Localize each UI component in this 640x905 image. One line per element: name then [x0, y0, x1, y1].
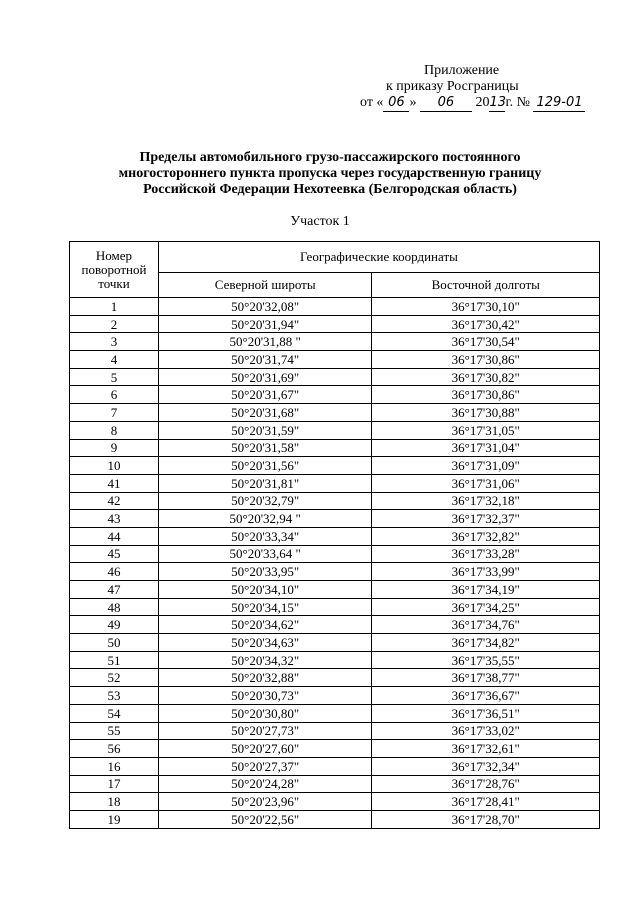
longitude-cell: 36°17'36,51"	[372, 704, 600, 722]
point-number-cell: 3	[70, 333, 159, 351]
table-row	[70, 333, 600, 351]
section-heading: Участок 1	[290, 214, 350, 229]
table-row	[70, 757, 600, 775]
point-number-cell: 55	[70, 722, 159, 740]
table-row	[70, 704, 600, 722]
year-suffix: 13	[489, 95, 506, 110]
table-row	[70, 457, 600, 475]
date-month: 06	[420, 95, 472, 112]
longitude-cell: 36°17'33,28"	[372, 545, 600, 563]
longitude-cell: 36°17'32,61"	[372, 740, 600, 758]
point-number-cell: 52	[70, 669, 159, 687]
longitude-cell: 36°17'34,76"	[372, 616, 600, 634]
longitude-cell: 36°17'31,06"	[372, 474, 600, 492]
point-number-cell: 18	[70, 793, 159, 811]
latitude-cell: 50°20'34,10"	[158, 581, 372, 599]
longitude-cell: 36°17'34,19"	[372, 581, 600, 599]
longitude-cell: 36°17'31,04"	[372, 439, 600, 457]
table-row	[70, 687, 600, 705]
table-row	[70, 581, 600, 599]
longitude-cell: 36°17'30,88"	[372, 404, 600, 422]
year-prefix: 20	[475, 95, 490, 110]
table-row	[70, 439, 600, 457]
longitude-cell: 36°17'28,76"	[372, 775, 600, 793]
latitude-cell: 50°20'34,63"	[158, 634, 372, 652]
point-number-cell: 51	[70, 651, 159, 669]
latitude-cell: 50°20'31,68"	[158, 404, 372, 422]
latitude-cell: 50°20'31,81"	[158, 474, 372, 492]
date-prefix: от «	[360, 95, 384, 110]
latitude-cell: 50°20'31,74"	[158, 351, 372, 369]
table-body	[70, 298, 600, 829]
point-number-cell: 43	[70, 510, 159, 528]
latitude-cell: 50°20'27,37"	[158, 757, 372, 775]
longitude-cell: 36°17'31,09"	[372, 457, 600, 475]
longitude-cell: 36°17'32,18"	[372, 492, 600, 510]
point-number-cell: 8	[70, 421, 159, 439]
point-number-cell: 5	[70, 368, 159, 386]
table-row	[70, 651, 600, 669]
point-number-cell: 47	[70, 581, 159, 599]
latitude-cell: 50°20'30,73"	[158, 687, 372, 705]
table-row	[70, 510, 600, 528]
longitude-cell: 36°17'28,41"	[372, 793, 600, 811]
latitude-cell: 50°20'23,96"	[158, 793, 372, 811]
longitude-cell: 36°17'38,77"	[372, 669, 600, 687]
longitude-cell: 36°17'30,86"	[372, 351, 600, 369]
point-number-cell: 7	[70, 404, 159, 422]
table-row	[70, 421, 600, 439]
latitude-cell: 50°20'27,73"	[158, 722, 372, 740]
table-row	[70, 298, 600, 316]
longitude-cell: 36°17'33,99"	[372, 563, 600, 581]
latitude-cell: 50°20'22,56"	[158, 810, 372, 828]
point-number-cell: 45	[70, 545, 159, 563]
date-day: 06	[383, 95, 409, 112]
year-tail: г. №	[505, 95, 530, 110]
latitude-cell: 50°20'33,95"	[158, 563, 372, 581]
appendix-label: Приложение	[424, 63, 500, 78]
table-row	[70, 793, 600, 811]
longitude-cell: 36°17'32,37"	[372, 510, 600, 528]
latitude-cell: 50°20'34,62"	[158, 616, 372, 634]
appendix-header	[360, 63, 600, 112]
document-title	[60, 150, 600, 198]
longitude-cell: 36°17'30,86"	[372, 386, 600, 404]
longitude-cell: 36°17'34,82"	[372, 634, 600, 652]
title-line-1: Пределы автомобильного грузо-пассажирского постоянного	[139, 150, 521, 165]
date-separator: »	[409, 95, 417, 110]
point-number-cell: 6	[70, 386, 159, 404]
table-row	[70, 492, 600, 510]
latitude-cell: 50°20'34,32"	[158, 651, 372, 669]
latitude-cell: 50°20'32,88"	[158, 669, 372, 687]
latitude-cell: 50°20'31,94"	[158, 315, 372, 333]
table-row	[70, 368, 600, 386]
table-row	[70, 527, 600, 545]
point-number-cell: 19	[70, 810, 159, 828]
table-row	[70, 722, 600, 740]
point-number-cell: 56	[70, 740, 159, 758]
table-row	[70, 616, 600, 634]
latitude-cell: 50°20'32,08"	[158, 298, 372, 316]
coordinates-table	[69, 241, 600, 829]
latitude-cell: 50°20'32,79"	[158, 492, 372, 510]
title-line-3: Российской Федерации Нехотеевка (Белгородская область)	[143, 182, 517, 197]
table-row	[70, 740, 600, 758]
longitude-cell: 36°17'30,10"	[372, 298, 600, 316]
header-latitude: Северной широты	[158, 273, 372, 298]
longitude-cell: 36°17'34,25"	[372, 598, 600, 616]
table-row	[70, 545, 600, 563]
latitude-cell: 50°20'31,59"	[158, 421, 372, 439]
latitude-cell: 50°20'33,34"	[158, 527, 372, 545]
header-coordinates: Географические координаты	[158, 242, 599, 273]
point-number-cell: 46	[70, 563, 159, 581]
longitude-cell: 36°17'30,82"	[372, 368, 600, 386]
longitude-cell: 36°17'33,02"	[372, 722, 600, 740]
latitude-cell: 50°20'31,58"	[158, 439, 372, 457]
point-number-cell: 49	[70, 616, 159, 634]
latitude-cell: 50°20'31,56"	[158, 457, 372, 475]
point-number-cell: 1	[70, 298, 159, 316]
longitude-cell: 36°17'28,70"	[372, 810, 600, 828]
point-number-cell: 53	[70, 687, 159, 705]
latitude-cell: 50°20'31,69"	[158, 368, 372, 386]
point-number-cell: 42	[70, 492, 159, 510]
longitude-cell: 36°17'32,34"	[372, 757, 600, 775]
point-number-cell: 41	[70, 474, 159, 492]
order-reference: к приказу Росграницы	[386, 79, 519, 94]
point-number-cell: 48	[70, 598, 159, 616]
point-number-cell: 50	[70, 634, 159, 652]
table-row	[70, 775, 600, 793]
latitude-cell: 50°20'33,64 "	[158, 545, 372, 563]
longitude-cell: 36°17'32,82"	[372, 527, 600, 545]
point-number-cell: 44	[70, 527, 159, 545]
latitude-cell: 50°20'27,60"	[158, 740, 372, 758]
table-row	[70, 404, 600, 422]
point-number-cell: 2	[70, 315, 159, 333]
latitude-cell: 50°20'31,88 "	[158, 333, 372, 351]
longitude-cell: 36°17'30,42"	[372, 315, 600, 333]
longitude-cell: 36°17'31,05"	[372, 421, 600, 439]
header-longitude: Восточной долготы	[372, 273, 600, 298]
table-row	[70, 351, 600, 369]
latitude-cell: 50°20'30,80"	[158, 704, 372, 722]
table-row	[70, 634, 600, 652]
point-number-cell: 9	[70, 439, 159, 457]
point-number-cell: 16	[70, 757, 159, 775]
table-row	[70, 563, 600, 581]
latitude-cell: 50°20'31,67"	[158, 386, 372, 404]
header-point-number: Номер поворотной точки	[70, 242, 159, 298]
table-row	[70, 598, 600, 616]
table-row	[70, 474, 600, 492]
point-number-cell: 10	[70, 457, 159, 475]
title-line-2: многостороннего пункта пропуска через государственную границу	[118, 166, 542, 181]
latitude-cell: 50°20'34,15"	[158, 598, 372, 616]
longitude-cell: 36°17'35,55"	[372, 651, 600, 669]
table-row	[70, 810, 600, 828]
longitude-cell: 36°17'30,54"	[372, 333, 600, 351]
table-row	[70, 386, 600, 404]
table-row	[70, 315, 600, 333]
latitude-cell: 50°20'24,28"	[158, 775, 372, 793]
point-number-cell: 4	[70, 351, 159, 369]
point-number-cell: 54	[70, 704, 159, 722]
longitude-cell: 36°17'36,67"	[372, 687, 600, 705]
order-date-line	[360, 95, 600, 112]
latitude-cell: 50°20'32,94 "	[158, 510, 372, 528]
order-number: 129-01	[533, 95, 585, 112]
table-row	[70, 669, 600, 687]
point-number-cell: 17	[70, 775, 159, 793]
